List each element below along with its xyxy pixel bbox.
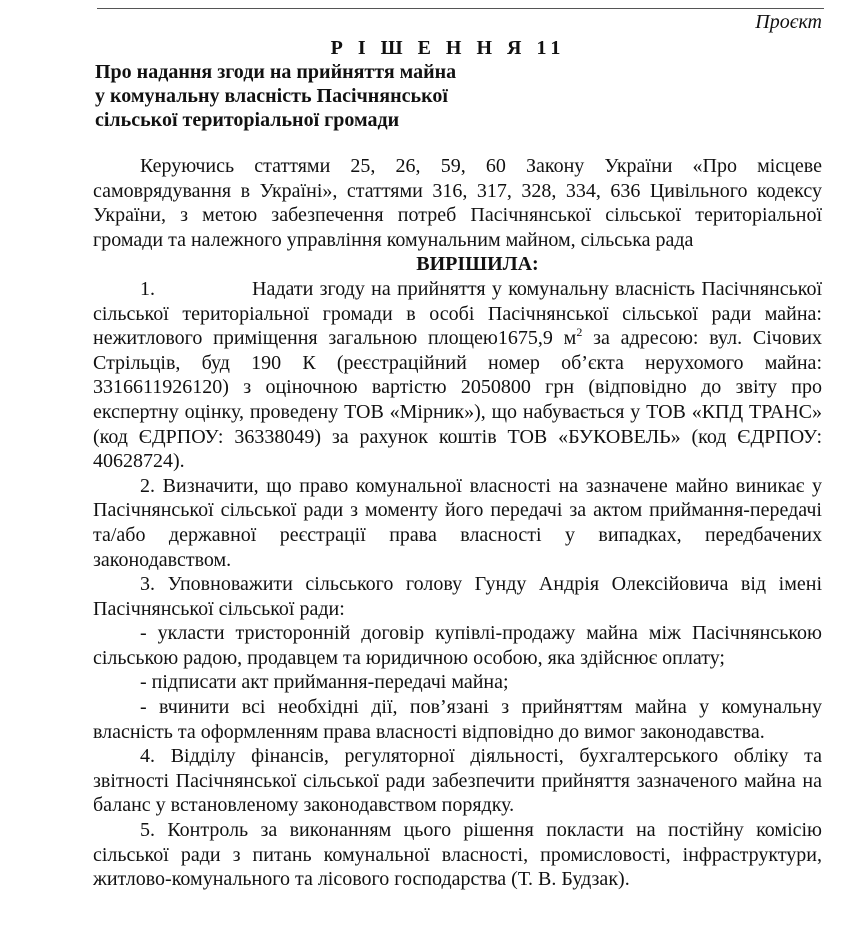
subject-line-2: у комунальну власність Пасічнянської bbox=[95, 85, 448, 107]
item-5-paragraph: 5. Контроль за виконанням цього рішення покласти на постійну комісію сільської ради з питань комунальної власності, промисловості, інфраструктури, житлово-комунального та лісового господарства (Т. В. Будзак). bbox=[93, 819, 822, 891]
decision-subject bbox=[95, 60, 456, 132]
item-2-paragraph: 2. Визначити, що право комунальної власності на зазначене майно виникає у Пасічнянської сільської ради з моменту його передачі за актом приймання-передачі та/або державної реєстрації права власності у випадках, передбачених законодавством. bbox=[93, 474, 822, 571]
item-1-text-b: за адресою: вул. Січових Стрільців, буд 190 К (реєстраційний номер об’єкта нерухомого майна: 3316611926120) з оціночною вартістю 2050800 грн (відповідно до звіту про експертну оцінку, проведену ТОВ «Мірник»), що набувається у ТОВ «КПД ТРАНС» (код ЄДРПОУ: 36338049) за рахунок коштів ТОВ «БУКОВЕЛЬ» (код ЄДРПОУ: 40628724). bbox=[93, 327, 822, 473]
subject-line-1: Про надання згоди на прийняття майна bbox=[95, 61, 457, 83]
top-rule bbox=[97, 8, 824, 9]
decision-title: Р І Ш Е Н Н Я 11 bbox=[330, 37, 566, 59]
subject-line-3: сільської територіальної громади bbox=[95, 109, 400, 131]
item-3-paragraph: 3. Уповноважити сільського голову Гунду Андрія Олексійовича від імені Пасічнянської сільської ради: bbox=[93, 573, 822, 620]
item-1-superscript: 2 bbox=[576, 325, 583, 340]
item-3-subitem-2: - підписати акт приймання-передачі майна; bbox=[140, 671, 509, 694]
item-1-number: 1. bbox=[140, 277, 155, 300]
item-1-paragraph bbox=[93, 277, 822, 474]
item-3-subitem-3: - вчинити всі необхідні дії, пов’язані з прийняттям майна у комунальну власність та оформленням права власності відповідно до вимог законодавства. bbox=[93, 696, 822, 743]
draft-label: Проєкт bbox=[755, 11, 822, 33]
preamble-paragraph: Керуючись статтями 25, 26, 59, 60 Закону України «Про місцеве самоврядування в Україні», статтями 316, 317, 328, 334, 636 Цивільного кодексу України, з метою забезпечення потреб Пасічнянської сільської територіальної громади та належного управління комунальним майном, сільська рада bbox=[93, 155, 822, 251]
item-3-subitem-1: - укласти тристоронній договір купівлі-продажу майна між Пасічнянською сільською радою, продавцем та юридичною особою, яка здійснює оплату; bbox=[93, 622, 822, 669]
decision-body bbox=[93, 154, 822, 892]
item-1-text-a: Надати згоду на прийняття у комунальну власність Пасічнянської сільської територіальної громади в особі Пасічнянської сільської ради майна: нежитлового приміщення загальною площею1675,9 м bbox=[93, 277, 822, 350]
item-4-paragraph: 4. Відділу фінансів, регуляторної діяльності, бухгалтерського обліку та звітності Пасічнянської сільської ради забезпечити прийняття зазначеного майна на баланс у встановленому законодавством порядку. bbox=[93, 745, 822, 817]
resolved-heading: ВИРІШИЛА: bbox=[416, 253, 539, 276]
